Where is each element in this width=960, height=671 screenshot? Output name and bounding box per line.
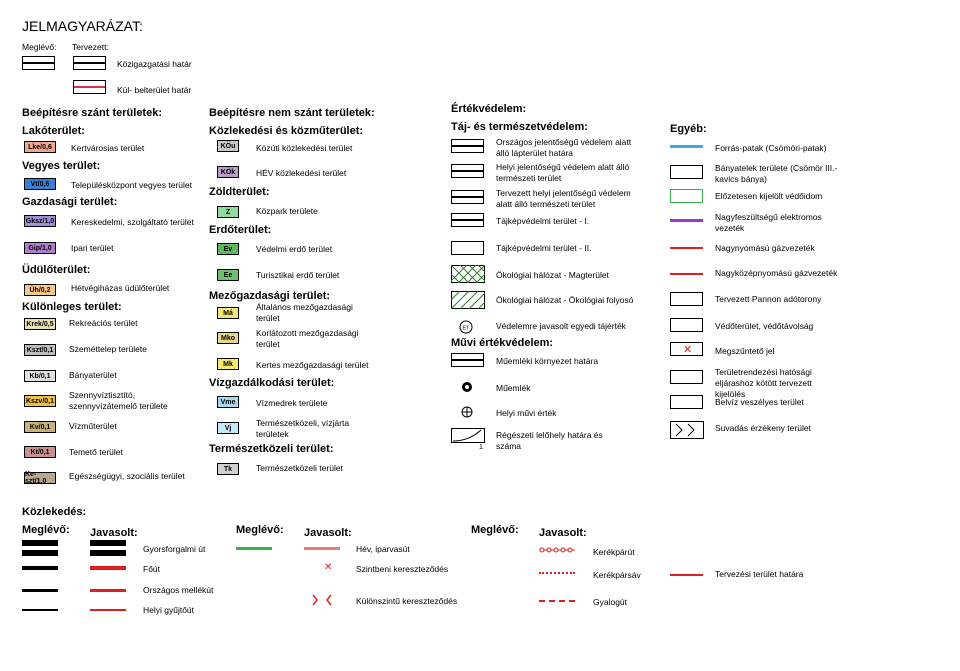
special-heading: Különleges terület: [22,301,122,313]
forest-heading: Erdőterület: [209,224,272,236]
landscape-value-icon [459,320,473,334]
hp-gas-symbol [670,247,703,249]
main-road-label: Főút [143,564,161,574]
footpath-label: Gyalogút [593,597,628,607]
hev-label: Hév, iparvasút [356,544,410,554]
planning-designation-label: Területrendezési hatósági eljárashoz kötött tervezett kijelölés [715,367,812,399]
archaeology-number: 1 [479,444,483,450]
buffer-label: Védőterület, védőtávolság [715,321,814,331]
planned-protected-label: Tervezett helyi jelentőségű védelem alatt álló természeti terület [496,188,631,209]
landscape-ii-label: Tájképvédelmi terület - II. [496,243,592,253]
hev-proposed-symbol [304,547,340,550]
unbuilt-heading: Beépítésre nem szánt területek: [209,107,375,119]
holiday-label: Hétvégiházas üdülőterület [71,283,170,293]
general-agri-label: Általános mezőgazdasági terület [256,302,353,323]
monument-env-label: Műemléki környezet határa [496,356,599,366]
limited-agri-label: Korlátozott mezőgazdasági terület [256,328,359,349]
grade-separated-icon [312,594,332,606]
main-road-proposed-symbol [90,566,126,570]
roads-existing-label: Meglévő: [22,524,70,536]
commercial-label: Kereskedelmi, szolgáltató terület [71,217,194,227]
cancel-mark-label: Megszűntető jel [715,346,775,356]
paths-existing-label: Meglévő: [471,524,519,536]
code-gip: Gip/1,0 [24,242,56,254]
tourist-forest-label: Turisztikai erdő terület [256,270,340,280]
transport-heading: Közlekedés: [22,506,87,518]
transport-area-heading: Közlekedési és közműterület: [209,125,364,137]
svg-text:ET: ET [462,325,470,332]
code-ma: Má [217,307,239,319]
planned-protected-symbol [451,190,484,204]
landscape-ii-symbol [451,241,484,255]
cancel-mark-symbol [670,342,703,356]
main-road-existing-symbol [22,566,58,570]
local-protected-symbol [451,164,484,178]
local-value-icon [461,406,473,418]
archaeology-symbol [451,428,485,450]
bog-boundary-symbol [451,139,484,153]
landscape-i-symbol [451,213,484,227]
flood-risk-label: Belvíz veszélyes terület [715,397,804,407]
planning-designation-symbol [670,370,703,384]
other-heading: Egyéb: [670,123,707,135]
floodplain-label: Természetközeli, vízjárta területek [256,418,350,439]
code-vj: Vj [217,422,239,434]
motorway-label: Gyorsforgalmi út [143,544,206,554]
mp-gas-label: Nagyközépnyomású gázvezeték [715,268,838,278]
code-kszt: Kszt/0,1 [24,344,56,356]
built-heading: Beépítésre szánt területek: [22,107,162,119]
local-protected-label: Helyi jelentőségű védelem alatt álló természeti terület [496,162,630,183]
hv-line-label: Nagyfeszültségű elektromos vezeték [715,212,822,233]
secondary-road-label: Országos mellékút [143,585,214,595]
eco-core-label: Ökológiai hálózat - Magterület [496,270,609,280]
landslide-symbol [670,421,704,439]
landscape-value-label: Védelemre javasolt egyedi tájérték [496,321,626,331]
protective-forest-label: Védelmi erdő terület [256,244,333,254]
collector-road-label: Helyi gyűjtőút [143,605,195,615]
code-lke: Lke/0,6 [24,141,56,153]
code-kszv: Kszv/0,1 [24,395,56,407]
cancel-x-icon: ✕ [683,344,693,356]
cycle-lane-label: Kerékpársáv [593,570,641,580]
rail-existing-label: Meglévő: [236,524,284,536]
grade-separated-label: Különszintű kereszteződés [356,596,458,606]
buffer-symbol [670,318,703,332]
nature-heading: Természetközeli terület: [209,443,334,455]
park-label: Közpark területe [256,206,318,216]
code-mko: Mko [217,332,239,344]
residential-label: Kertvárosias terület [71,143,145,153]
code-z: Z [217,206,239,218]
hp-gas-label: Nagynyomású gázvezeték [715,243,815,253]
tower-symbol [670,292,703,306]
rail-proposed-label: Javasolt: [304,527,352,539]
landscape-heading: Táj- és természetvédelem: [451,121,588,133]
landscape-i-label: Tájképvédelmi terület - I. [496,216,590,226]
artificial-heading: Művi értékvédelem: [451,337,554,349]
value-heading: Értékvédelem: [451,103,527,115]
motorway-proposed-symbol [90,538,126,558]
admin-boundary-planned-symbol [73,56,106,70]
mp-gas-symbol [670,273,703,275]
road-area-label: Közúti közlekedési terület [256,143,353,153]
eco-corridor-label: Ökológiai hálózat - Ökológiai folyosó [496,295,634,305]
cycle-lane-symbol [539,572,575,574]
mixed-label: Településközpont vegyes terület [71,180,192,190]
paths-proposed-label: Javasolt: [539,527,587,539]
tower-label: Tervezett Pannon adótorony [715,294,822,304]
code-vme: Vme [217,396,239,408]
garden-agri-label: Kertes mezőgazdasági terület [256,360,369,370]
water-heading: Vízgazdálkodási terület: [209,377,335,389]
code-kv: Kv/0,1 [24,421,56,433]
code-kt: Kt/0,1 [24,446,56,458]
mine-label: Bányaterület [69,370,117,380]
residential-heading: Lakóterület: [22,125,85,137]
code-kb: Kb/0,1 [24,370,56,382]
hev-existing-symbol [236,547,272,550]
code-ke-szt: Ke-szt/1,0 [24,472,56,484]
legend-title: JELMAGYARÁZAT: [22,18,143,34]
stream-label: Forrás-patak (Csömöri-patak) [715,143,827,153]
planning-boundary-label: Tervezési terület határa [715,569,804,579]
code-tk: Tk [217,463,239,475]
secondary-road-existing-symbol [22,589,58,592]
agri-heading: Mezőgazdasági terület: [209,290,331,302]
protection-zone-symbol [670,189,703,203]
level-crossing-icon: ✕ [324,562,333,573]
inner-outer-boundary-label: Kül- belterület határ [117,85,192,95]
cycle-path-label: Kerékpárút [593,547,635,557]
code-mk: Mk [217,358,239,370]
code-kok: KÖk [217,166,239,178]
mine-plot-label: Bányatelek területe (Csömör III.-kavics bánya) [715,163,838,184]
cemetery-label: Temető terület [69,447,123,457]
cycle-path-symbol [539,546,575,554]
level-crossing-label: Szintbeni kereszteződés [356,564,449,574]
local-value-label: Helyi művi érték [496,408,557,418]
secondary-road-proposed-symbol [90,589,126,592]
code-kou: KÖu [217,140,239,152]
admin-boundary-symbol [22,56,55,70]
admin-boundary-label: Közigazgatási határ [117,59,192,69]
code-ee: Ee [217,269,239,281]
protection-zone-label: Előzetesen kijelölt védőidom [715,191,823,201]
recreation-heading: Üdülőterület: [22,264,91,276]
hv-line-symbol [670,219,703,222]
green-heading: Zöldterület: [209,186,270,198]
code-krek: Krek/0,5 [24,318,56,330]
monument-icon [461,381,473,393]
code-uh: Üh/0,2 [24,284,56,296]
near-natural-label: Természetközeli terület [256,463,343,473]
collector-road-proposed-symbol [90,609,126,611]
monument-env-symbol [451,353,484,367]
economic-heading: Gazdasági terület: [22,196,118,208]
existing-label: Meglévő: [22,42,57,52]
flood-risk-symbol [670,395,703,409]
eco-corridor-symbol [451,291,485,309]
stream-symbol [670,145,703,148]
sewage-label: Szennyvíztisztító, szennyvízátemelő területe [69,390,168,411]
recreational-label: Rekreációs terület [69,318,138,328]
riverbed-label: Vízmedrek területe [256,398,328,408]
bog-label: Országos jelentőségű védelem alatt álló lápterület határa [496,137,632,158]
monument-label: Műemlék [496,383,531,393]
planned-label: Tervezett: [72,42,109,52]
roads-proposed-label: Javasolt: [90,527,138,539]
collector-road-existing-symbol [22,609,58,611]
health-label: Egészségügyi, szociális terület [69,471,185,481]
code-gksz: Gksz/1,0 [24,215,56,227]
mine-plot-symbol [670,165,703,179]
planning-boundary-symbol [670,574,703,576]
hev-area-label: HÉV közlekedési terület [256,168,347,178]
inner-outer-boundary-symbol [73,80,106,94]
waterworks-label: Vízműterület [69,421,117,431]
code-ev: Ev [217,243,239,255]
industrial-label: Ipari terület [71,243,114,253]
footpath-symbol [539,600,575,602]
eco-core-symbol [451,265,485,283]
motorway-existing-symbol [22,538,58,558]
landfill-label: Szeméttelep területe [69,344,147,354]
archaeology-label: Régészeti lelőhely határa és száma [496,430,603,451]
landslide-label: Suvadás érzékeny terület [715,423,811,433]
code-vt: Vt/0,6 [24,178,56,190]
mixed-heading: Vegyes terület: [22,160,101,172]
